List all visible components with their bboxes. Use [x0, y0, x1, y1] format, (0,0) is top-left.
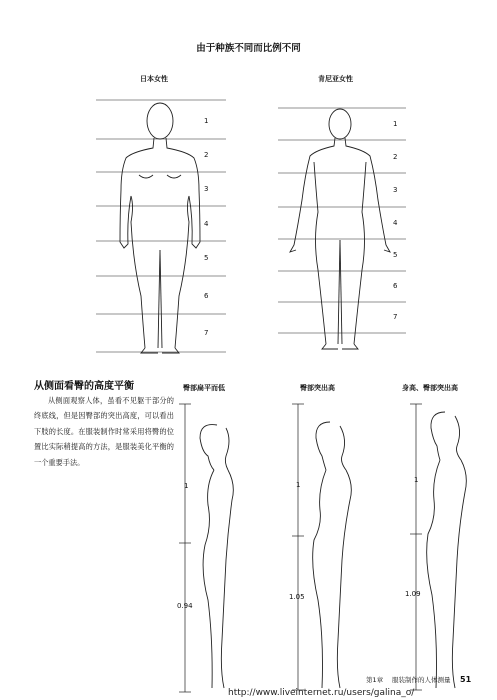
ke-scale-7: 7 — [393, 313, 398, 321]
japanese-female-figure — [120, 103, 200, 353]
side-figure-2-lower-ratio: 1.05 — [289, 593, 305, 601]
kenyan-figure-label: 肯尼亚女性 — [318, 75, 353, 83]
ke-scale-4: 4 — [393, 219, 398, 227]
footer-chapter: 第1章 — [366, 676, 384, 684]
section-paragraph: 从侧面观察人体，虽看不见躯干部分的终底线，但是因臀部的突出高度，可以看出下肢的长度。在服装制作时常采用将臀的位置比实际稍提高的方法，是服装美化平衡的一个重要手法。 — [34, 396, 174, 467]
jp-scale-4: 4 — [204, 220, 209, 228]
ke-scale-5: 5 — [393, 251, 398, 259]
page-number: 51 — [460, 675, 472, 684]
kenyan-proportion-grid — [278, 108, 406, 333]
jp-scale-5: 5 — [204, 254, 209, 262]
ke-scale-2: 2 — [393, 153, 398, 161]
section-heading: 从侧面看臀的高度平衡 — [34, 381, 134, 392]
side-figure-2-label: 臀部突出高 — [300, 384, 335, 392]
ke-scale-1: 1 — [393, 120, 398, 128]
kenyan-female-figure — [290, 109, 390, 349]
page-title: 由于种族不同而比例不同 — [196, 43, 301, 54]
side-measure-lines — [179, 404, 422, 692]
jp-scale-7: 7 — [204, 329, 209, 337]
jp-scale-1: 1 — [204, 117, 209, 125]
source-url[interactable]: http://www.liveinternet.ru/users/galina_o/ — [228, 688, 415, 698]
side-figure-1-label: 臀部扁平而低 — [183, 384, 225, 392]
side-figure-1-upper-ratio: 1 — [184, 482, 189, 490]
footer-chapter-title: 服装制作的人体测量 — [392, 676, 451, 684]
jp-scale-3: 3 — [204, 185, 209, 193]
side-figure-high-hip — [313, 422, 352, 688]
side-figure-1-lower-ratio: 0.94 — [177, 602, 193, 610]
side-figure-3-label: 身高、臀部突出高 — [402, 384, 458, 392]
side-figure-3-lower-ratio: 1.09 — [405, 590, 421, 598]
jp-scale-2: 2 — [204, 151, 209, 159]
japanese-figure-label: 日本女性 — [140, 75, 168, 83]
jp-scale-6: 6 — [204, 292, 209, 300]
side-figure-flat-hip — [200, 425, 233, 688]
side-figure-3-upper-ratio: 1 — [414, 476, 419, 484]
side-figure-tall-high-hip — [427, 412, 467, 688]
side-figure-2-upper-ratio: 1 — [296, 481, 301, 489]
ke-scale-3: 3 — [393, 186, 398, 194]
ke-scale-6: 6 — [393, 282, 398, 290]
